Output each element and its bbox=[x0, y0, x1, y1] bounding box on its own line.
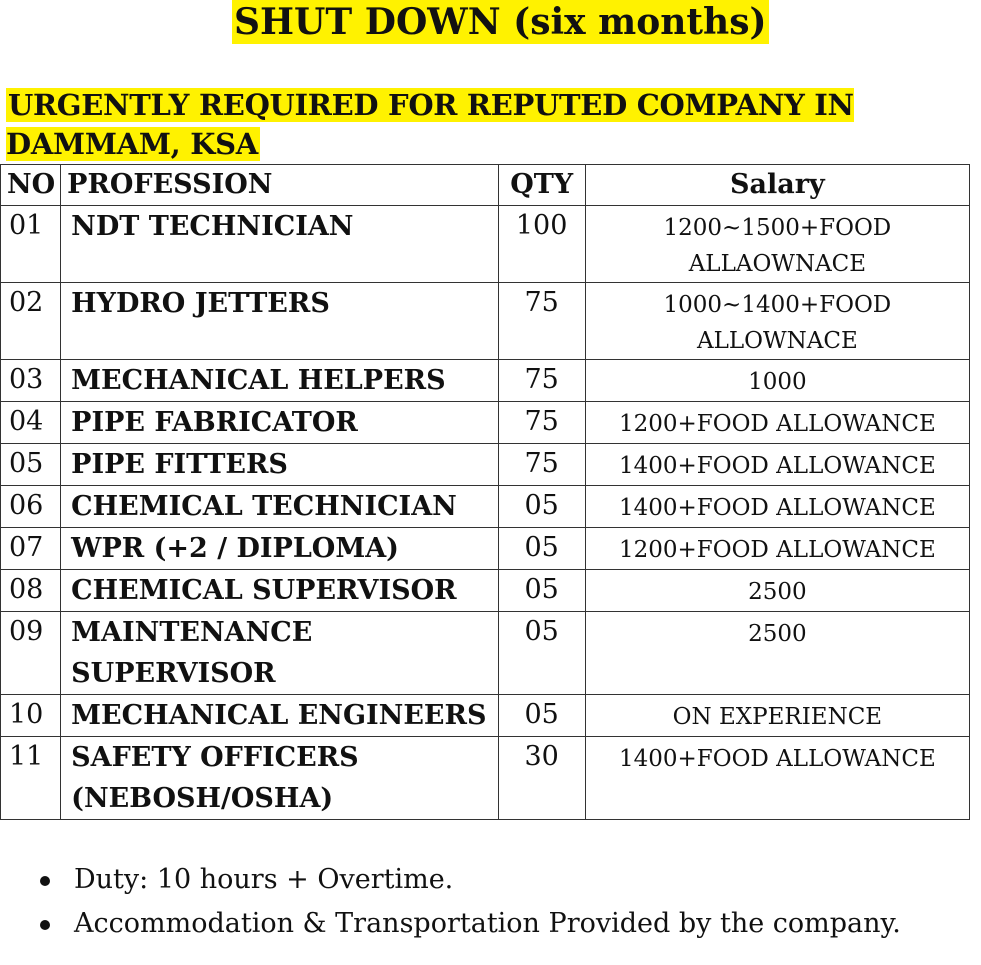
table-row bbox=[1, 486, 970, 528]
table-header-row bbox=[1, 165, 970, 206]
table-row bbox=[1, 695, 970, 737]
row-profession: PIPE FITTERS bbox=[61, 444, 498, 486]
row-no: 08 bbox=[1, 570, 61, 612]
table-row bbox=[1, 402, 970, 444]
row-no: 03 bbox=[1, 360, 61, 402]
row-salary: 2500 bbox=[585, 612, 969, 695]
table-row bbox=[1, 360, 970, 402]
row-salary: 1000~1400+FOOD ALLOWNACE bbox=[585, 283, 969, 360]
row-qty: 75 bbox=[498, 402, 585, 444]
row-profession: MAINTENANCE SUPERVISOR bbox=[61, 612, 498, 695]
table-row bbox=[1, 570, 970, 612]
row-profession: MECHANICAL ENGINEERS bbox=[61, 695, 498, 737]
row-qty: 75 bbox=[498, 444, 585, 486]
table-row bbox=[1, 528, 970, 570]
table-row bbox=[1, 206, 970, 283]
row-salary: 2500 bbox=[585, 570, 969, 612]
row-no: 06 bbox=[1, 486, 61, 528]
list-item bbox=[0, 858, 901, 902]
subtitle-text: URGENTLY REQUIRED FOR REPUTED COMPANY IN DAMMAM, KSA bbox=[6, 88, 854, 161]
row-qty: 75 bbox=[498, 283, 585, 360]
row-salary: 1400+FOOD ALLOWANCE bbox=[585, 737, 969, 820]
row-qty: 100 bbox=[498, 206, 585, 283]
row-salary: 1200+FOOD ALLOWANCE bbox=[585, 528, 969, 570]
row-qty: 05 bbox=[498, 570, 585, 612]
row-profession: CHEMICAL SUPERVISOR bbox=[61, 570, 498, 612]
bullet-icon bbox=[40, 876, 50, 886]
row-qty: 05 bbox=[498, 486, 585, 528]
row-no: 05 bbox=[1, 444, 61, 486]
subtitle bbox=[6, 86, 981, 164]
row-profession: WPR (+2 / DIPLOMA) bbox=[61, 528, 498, 570]
row-no: 07 bbox=[1, 528, 61, 570]
row-no: 01 bbox=[1, 206, 61, 283]
note-text: Accommodation & Transportation Provided by the company. bbox=[74, 908, 901, 939]
table-row bbox=[1, 737, 970, 820]
table-row bbox=[1, 444, 970, 486]
row-profession: SAFETY OFFICERS (NEBOSH/OSHA) bbox=[61, 737, 498, 820]
row-qty: 75 bbox=[498, 360, 585, 402]
row-profession: CHEMICAL TECHNICIAN bbox=[61, 486, 498, 528]
header-salary: Salary bbox=[585, 165, 969, 206]
table-row bbox=[1, 283, 970, 360]
bullet-icon bbox=[40, 920, 50, 930]
row-salary: 1400+FOOD ALLOWANCE bbox=[585, 444, 969, 486]
header-profession: PROFESSION bbox=[61, 165, 498, 206]
list-item bbox=[0, 902, 901, 946]
row-no: 10 bbox=[1, 695, 61, 737]
row-profession: MECHANICAL HELPERS bbox=[61, 360, 498, 402]
row-qty: 05 bbox=[498, 612, 585, 695]
jobs-table bbox=[0, 164, 970, 820]
row-salary: ON EXPERIENCE bbox=[585, 695, 969, 737]
row-no: 11 bbox=[1, 737, 61, 820]
row-qty: 05 bbox=[498, 528, 585, 570]
header-no: NO bbox=[1, 165, 61, 206]
row-no: 04 bbox=[1, 402, 61, 444]
header-qty: QTY bbox=[498, 165, 585, 206]
note-text: Duty: 10 hours + Overtime. bbox=[74, 864, 454, 895]
row-no: 09 bbox=[1, 612, 61, 695]
row-salary: 1400+FOOD ALLOWANCE bbox=[585, 486, 969, 528]
row-qty: 05 bbox=[498, 695, 585, 737]
row-profession: NDT TECHNICIAN bbox=[61, 206, 498, 283]
row-salary: 1200+FOOD ALLOWANCE bbox=[585, 402, 969, 444]
notes-list bbox=[0, 858, 901, 946]
table-row bbox=[1, 612, 970, 695]
row-profession: PIPE FABRICATOR bbox=[61, 402, 498, 444]
page-title: SHUT DOWN (six months) bbox=[234, 1, 767, 43]
row-salary: 1000 bbox=[585, 360, 969, 402]
row-profession: HYDRO JETTERS bbox=[61, 283, 498, 360]
row-qty: 30 bbox=[498, 737, 585, 820]
row-no: 02 bbox=[1, 283, 61, 360]
row-salary: 1200~1500+FOOD ALLAOWNACE bbox=[585, 206, 969, 283]
